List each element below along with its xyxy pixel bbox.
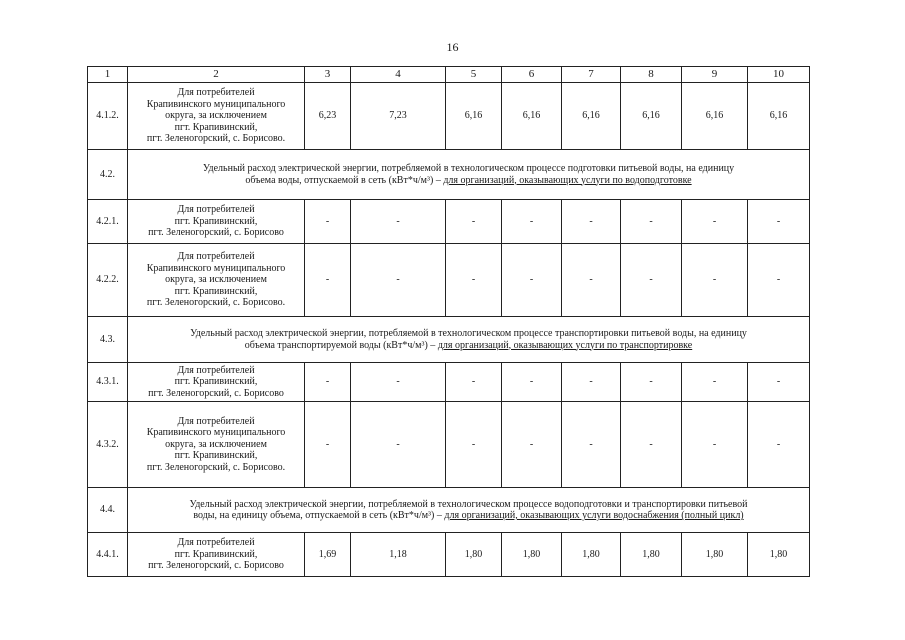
section-row [88, 317, 810, 363]
consumer-description [128, 83, 305, 150]
value-cell: 1,80 [446, 533, 502, 577]
description-line: пгт. Зеленогорский, с. Борисово [148, 560, 284, 572]
row-code: 4.3.1. [88, 363, 128, 402]
description-line: пгт. Крапивинский, [174, 121, 258, 133]
table-row [88, 244, 810, 317]
value-cell: 6,16 [748, 83, 810, 150]
col-header: 8 [621, 67, 682, 83]
section-text-underlined: для организаций, оказывающих услуги по водоподготовке [443, 174, 692, 186]
row-code: 4.2. [88, 150, 128, 200]
value-cell: - [748, 363, 810, 402]
value-cell: - [502, 363, 562, 402]
section-text-line1: Удельный расход электрической энергии, потребляемой в технологическом процессе водоподготовки и транспортировки питьевой [189, 498, 748, 510]
description-line: Для потребителей [177, 415, 255, 427]
value-cell: - [351, 200, 446, 244]
row-code: 4.2.1. [88, 200, 128, 244]
section-text-line2: воды, на единицу объема, отпускаемой в сеть (кВт*ч/м³) – [193, 510, 445, 521]
consumer-description [128, 402, 305, 488]
description-line: округа, за исключением [165, 274, 267, 286]
value-cell: 1,69 [305, 533, 351, 577]
description-line: Для потребителей [177, 204, 255, 216]
col-header: 6 [502, 67, 562, 83]
value-cell: - [446, 363, 502, 402]
value-cell: - [446, 244, 502, 317]
description-line: пгт. Крапивинский, [174, 450, 258, 462]
consumer-description [128, 244, 305, 317]
description-line: Для потребителей [177, 364, 255, 376]
value-cell: - [305, 200, 351, 244]
col-header: 5 [446, 67, 502, 83]
row-code: 4.4. [88, 488, 128, 533]
value-cell: - [351, 244, 446, 317]
value-cell: 6,23 [305, 83, 351, 150]
value-cell: - [562, 244, 621, 317]
value-cell: - [351, 363, 446, 402]
description-line: пгт. Крапивинский, [174, 548, 258, 560]
value-cell: - [748, 402, 810, 488]
description-line: пгт. Крапивинский, [174, 285, 258, 297]
value-cell: - [502, 402, 562, 488]
section-description [128, 317, 810, 363]
row-code: 4.3. [88, 317, 128, 363]
value-cell: 1,80 [748, 533, 810, 577]
value-cell: 6,16 [682, 83, 748, 150]
value-cell: 6,16 [446, 83, 502, 150]
table-row [88, 363, 810, 402]
description-line: Крапивинского муниципального [146, 98, 286, 110]
value-cell: 6,16 [502, 83, 562, 150]
value-cell: - [682, 363, 748, 402]
value-cell: - [562, 200, 621, 244]
section-text-line2: объема воды, отпускаемой в сеть (кВт*ч/м³) – [245, 174, 444, 186]
description-line: пгт. Крапивинский, [174, 376, 258, 388]
table-row [88, 83, 810, 150]
col-header: 3 [305, 67, 351, 83]
col-header: 4 [351, 67, 446, 83]
value-cell: - [562, 363, 621, 402]
value-cell: 1,80 [562, 533, 621, 577]
value-cell: - [562, 402, 621, 488]
col-header: 1 [88, 67, 128, 83]
value-cell: 1,18 [351, 533, 446, 577]
value-cell: 6,16 [621, 83, 682, 150]
value-cell: - [305, 363, 351, 402]
section-row [88, 150, 810, 200]
section-text-underlined: для организаций, оказывающих услуги водоснабжения (полный цикл) [444, 510, 744, 521]
description-line: пгт. Зеленогорский, с. Борисово. [146, 297, 286, 309]
section-text-underlined: для организаций, оказывающих услуги по транспортировке [437, 339, 693, 351]
row-code: 4.4.1. [88, 533, 128, 577]
table-row [88, 533, 810, 577]
col-header: 10 [748, 67, 810, 83]
value-cell: - [621, 200, 682, 244]
value-cell: - [351, 402, 446, 488]
description-line: пгт. Крапивинский, [174, 215, 258, 227]
col-header: 2 [128, 67, 305, 83]
section-row [88, 488, 810, 533]
value-cell: - [621, 402, 682, 488]
description-line: пгт. Зеленогорский, с. Борисово [148, 387, 284, 399]
description-line: пгт. Зеленогорский, с. Борисово [148, 227, 284, 239]
description-line: округа, за исключением [165, 438, 267, 450]
consumer-description [128, 533, 305, 577]
value-cell: - [748, 244, 810, 317]
row-code: 4.1.2. [88, 83, 128, 150]
value-cell: - [621, 363, 682, 402]
value-cell: - [502, 200, 562, 244]
value-cell: 6,16 [562, 83, 621, 150]
value-cell: - [682, 244, 748, 317]
section-text-line2: объема транспортируемой воды (кВт*ч/м³) – [244, 339, 438, 351]
description-line: Для потребителей [177, 87, 255, 99]
value-cell: - [305, 244, 351, 317]
section-text-line1: Удельный расход электрической энергии, потребляемой в технологическом процессе транспортировки питьевой воды, на единицу [190, 328, 747, 339]
row-code: 4.2.2. [88, 244, 128, 317]
row-code: 4.3.2. [88, 402, 128, 488]
consumer-description [128, 200, 305, 244]
description-line: Крапивинского муниципального [146, 262, 286, 274]
description-line: округа, за исключением [165, 110, 267, 122]
description-line: Для потребителей [177, 537, 255, 549]
col-header: 7 [562, 67, 621, 83]
header-row [88, 67, 810, 83]
table-row [88, 402, 810, 488]
section-text-line1: Удельный расход электрической энергии, потребляемой в технологическом процессе подготовки питьевой воды, на единицу [202, 163, 735, 174]
value-cell: - [446, 200, 502, 244]
value-cell: - [682, 402, 748, 488]
tariff-table [87, 66, 810, 577]
page-number: 16 [446, 40, 459, 54]
description-line: пгт. Зеленогорский, с. Борисово. [146, 461, 286, 473]
description-line: пгт. Зеленогорский, с. Борисово. [146, 133, 286, 145]
value-cell: 1,80 [502, 533, 562, 577]
section-description [128, 150, 810, 200]
section-description [128, 488, 810, 533]
col-header: 9 [682, 67, 748, 83]
value-cell: - [446, 402, 502, 488]
value-cell: - [682, 200, 748, 244]
description-line: Для потребителей [177, 251, 255, 263]
value-cell: - [748, 200, 810, 244]
table-row [88, 200, 810, 244]
value-cell: - [502, 244, 562, 317]
value-cell: 7,23 [351, 83, 446, 150]
value-cell: - [305, 402, 351, 488]
value-cell: 1,80 [682, 533, 748, 577]
value-cell: 1,80 [621, 533, 682, 577]
consumer-description [128, 363, 305, 402]
description-line: Крапивинского муниципального [146, 427, 286, 439]
value-cell: - [621, 244, 682, 317]
